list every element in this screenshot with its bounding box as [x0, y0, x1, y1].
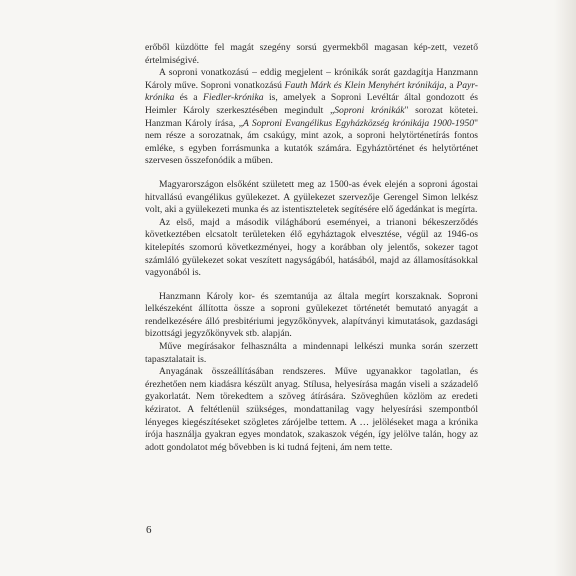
- italic-title: Soproni krónikák: [334, 104, 405, 116]
- text-run: Műve megírásakor felhasználta a mindennapi lelkészi munka során szerzett tapasztalatait is.: [145, 341, 478, 365]
- italic-title: Payr-krónika: [145, 79, 478, 104]
- body-text: [145, 42, 478, 454]
- paragraph: [145, 341, 478, 366]
- text-run: erőből küzdötte fel magát szegény sorsú gyermekből magasan kép-zett, vezető értelmiségivé.: [145, 42, 478, 66]
- paragraph: [145, 42, 478, 67]
- paragraph: [145, 217, 478, 280]
- text-run: Anyagának összeállításában rendszeres. Műve ugyanakkor tagolatlan, és érezhetően nem kiadásra készült anyag. Stílusa, helyesírása magán viseli a századelő gyakorlatát. Nem törekedtem a szöveg átírására. Szöveghűen közlöm az eredeti kéziratot. A feltétlenül szükséges, mondattanilag vagy helyesírási szempontból lényeges kiegészítéseket szögletes zárójelbe tettem. A … jelöléseket maga a krónika írója használja gyakran egyes mondatok, szakaszok végén, így jelölve talán, hogy az adott gondolatot még bővebben is ki tudná fejteni, ám nem tette.: [145, 366, 478, 453]
- paragraph: [145, 366, 478, 454]
- text-run: " nem része a sorozatnak, ám csakúgy, mint azok, a soproni helytörténetírás fontos emléke, s egyben forrásmunka a kutatók számára. Egyháztörténet és helytörténet szervesen összefonódik a műben.: [145, 117, 478, 167]
- paragraph: [145, 67, 478, 168]
- paragraph: [145, 291, 478, 341]
- italic-title: A Soproni Evangélikus Egyházközség krónikája 1900-1950: [242, 117, 475, 129]
- italic-title: Fiedler-krónika: [202, 92, 264, 104]
- text-run: Az első, majd a második világháború eseményei, a trianoni békeszerződés következtében elcsatolt területeken élő egyháztagok elvesztése, végül az 1946-os kitelepítés szomorú következményei, hogy a korábban oly jelentős, sokezer tagot számláló gyülekezet sokat veszített nagyságából, hatásából, majd az államosításokkal vagyonából is.: [145, 216, 478, 279]
- text-run: Magyarországon elsőként született meg az 1500-as évek elején a soproni ágostai hitvallású evangélikus gyülekezet. A gyülekezet szervezője Gerengel Simon lelkész volt, aki a gyülekezeti munka és az istentiszteletek segítésére elő ágedánkat is megírta.: [145, 178, 478, 216]
- page-gutter-shadow: [554, 0, 576, 576]
- text-run: Hanzmann Károly kor- és szemtanúja az általa megírt korszaknak. Soproni lelkészeként állította össze a soproni gyülekezet történetét bemutató anyagát a rendelkezésére álló presbitériumi jegyzőkönyvek, alapítványi kimutatások, gazdasági bizottsági jegyzőkönyvek stb. alapján.: [145, 290, 478, 340]
- paragraph: [145, 179, 478, 217]
- text-run: A soproni vonatkozású – eddig megjelent – krónikák sorát gazdagítja Hanzmann Károly műve. Soproni vonatkozású: [145, 67, 478, 91]
- page-number: 6: [146, 524, 152, 536]
- italic-title: Fauth Márk és Klein Menyhért krónikája: [284, 79, 445, 91]
- text-run: és a: [174, 92, 203, 104]
- text-run: , a: [444, 79, 457, 91]
- text-run: " sorozat kötetei. Hanzman Károly írása, „: [145, 104, 479, 129]
- text-run: is, amelyek a Soproni Levéltár által gondozott és Heimler Károly szerkesztésében megindult „: [145, 92, 478, 116]
